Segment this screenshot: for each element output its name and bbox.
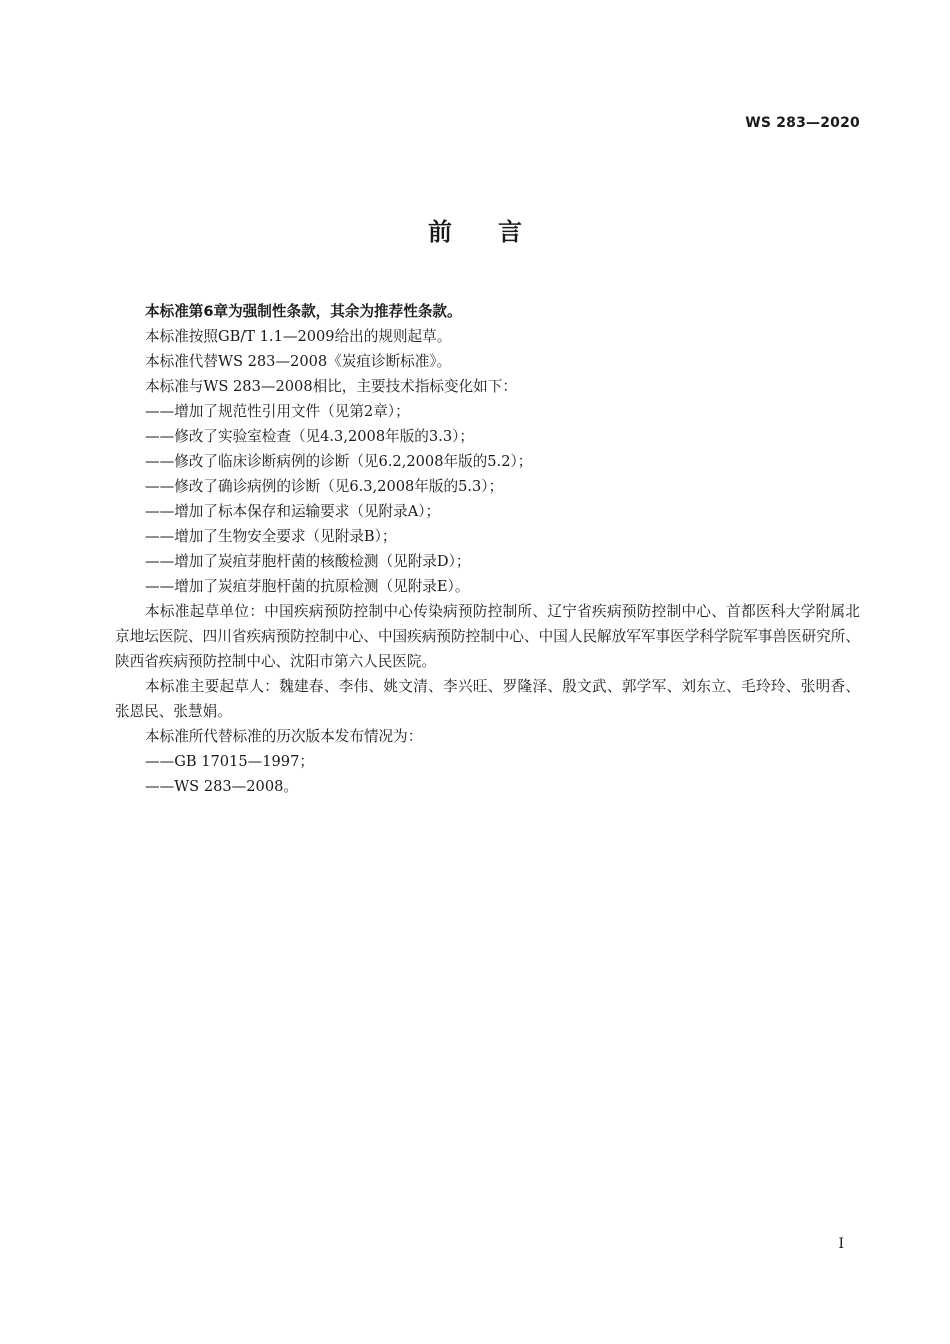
history-intro-paragraph: 本标准所代替标准的历次版本发布情况为： (145, 728, 423, 745)
change-item: ——增加了生物安全要求（见附录B）； (145, 528, 397, 545)
history-item: ——GB 17015—1997； (145, 753, 314, 770)
title-char-2: 言 (498, 218, 522, 246)
change-item: ——修改了实验室检查（见4.3,2008年版的3.3）； (145, 428, 474, 445)
page-number: I (838, 1236, 844, 1252)
changes-intro-paragraph: 本标准与WS 283—2008相比，主要技术指标变化如下： (145, 378, 517, 395)
change-item: ——增加了标本保存和运输要求（见附录A）； (145, 503, 441, 520)
standard-code: WS 283—2020 (745, 115, 860, 131)
page-title (0, 212, 950, 247)
change-item: ——增加了炭疽芽胞杆菌的抗原检测（见附录E）。 (145, 578, 470, 595)
change-item: ——增加了炭疽芽胞杆菌的核酸检测（见附录D）； (145, 553, 471, 570)
foreword-body (115, 299, 860, 799)
change-item: ——修改了确诊病例的诊断（见6.3,2008年版的5.3）； (145, 478, 504, 495)
change-item: ——修改了临床诊断病例的诊断（见6.2,2008年版的5.2）； (145, 453, 533, 470)
drafting-units-paragraph: 本标准起草单位：中国疾病预防控制中心传染病预防控制所、辽宁省疾病预防控制中心、首都医科大学附属北京地坛医院、四川省疾病预防控制中心、中国疾病预防控制中心、中国人民解放军军事医学科学院军事兽医研究所、陕西省疾病预防控制中心、沈阳市第六人民医院。 (115, 603, 860, 670)
change-item: ——增加了规范性引用文件（见第2章）； (145, 403, 410, 420)
replaces-paragraph: 本标准代替WS 283—2008《炭疽诊断标准》。 (145, 353, 452, 370)
title-char-1: 前 (428, 218, 452, 246)
mandatory-clause-note: 本标准第6章为强制性条款，其余为推荐性条款。 (145, 303, 462, 320)
drafting-rules-paragraph: 本标准按照GB/T 1.1—2009给出的规则起草。 (145, 328, 452, 345)
history-item: ——WS 283—2008。 (145, 778, 299, 795)
drafters-paragraph: 本标准主要起草人：魏建春、李伟、姚文清、李兴旺、罗隆泽、殷文武、郭学军、刘东立、毛玲玲、张明香、张恩民、张慧娟。 (115, 678, 860, 720)
